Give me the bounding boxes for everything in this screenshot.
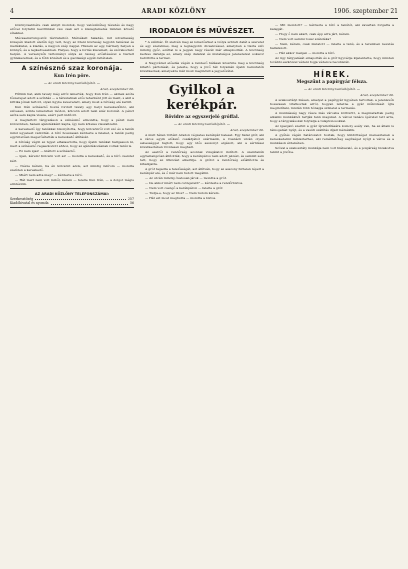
article-paragraph: — Hát ezt most megtudta — mondta a biztos. [145, 196, 217, 201]
article-paragraph: — Tudja-e, hogy ez tilos? — Nem tudom kérem. [145, 191, 220, 196]
article-paragraph: közönyösebbére csak annyit mondok, hogy valószínűleg tévedés és nagy erővel folytatni kezdtünket vau csak azt s kiszagtemetés minden követő sínekkel. [10, 23, 134, 36]
article-paragraph: — Az utcán mindig óvatosan járok — mondta a gróf. [145, 176, 227, 181]
article-heading: Gyilkol a kerékpár. [166, 83, 238, 114]
article-paragraph: — Hát akkor menjen — mondta a bíró. [275, 51, 336, 56]
phone-label: Szerkesztőség [10, 196, 34, 201]
article-paragraph: A gróf tagadta a felelősségét, azt állítván, hogy az asszony hirtelen lépett a kerékpár elé, és ő már nem tudott megállni. [140, 167, 264, 176]
phone-box [10, 188, 134, 208]
article-paragraph: — Nem volt semmi rossz szándéka? [275, 37, 331, 42]
phone-label: Kiadóhivatal és nyomda [10, 201, 49, 206]
article-paragraph: * A színház. Ül sietvén meg az ismerősöket a Gólya szüreti dalát a szeretet és egy szerelmes, meg a legnagyobb dicsekvéssel, amelyben a tiszta szív mindig győz, ezúttal is a jegyek nagy részét már elkapkodták. A közönség kedves darabja ez, amely szép dalaival és mulatságos jeleneteivel sokszor betöltötte a termet. [140, 40, 264, 61]
article-paragraph: Szóval a szakosztály munkája nem volt hiábavaló, és a polgárság bizakodva tekint a jövőbe. [270, 146, 394, 155]
article-paragraph: Az igazgató szerint a gyár újraindítására komoly esély van, ha az állam is támogatást nyújt, és a vasúti szállítás díjait mérséklik. [270, 124, 394, 133]
article-paragraph: A bíróság végül az ügyet elhalasztotta, hogy újabb tanúkat hallgasson ki, mert a színésznő ragaszkodott ahhoz, hogy az ajándékozásnak voltak tanúi is. [10, 140, 134, 149]
article-heading: A színésznő szaz koronája. [21, 65, 123, 73]
columns [10, 23, 398, 569]
article-paragraph: A kereskedő így tanúkkal bizonyította, hogy kölcsönről volt szó és a tanúk mind ugyanezt vallották. A bíró hosszasan kérdezte a feleket, a tanúk pedig egyöntetűen megerősítették a kereskedő állítását. [10, 127, 134, 140]
article-paragraph: Kun Irén színésznő hozzá fordult tavaly egy helyi kereskedőhöz, aki szívesen, szinte ismeretlen módon, kölcsön adott neki száz koronát. A pénzt azóta sem kapta vissza, ezért pert indított. [10, 104, 134, 118]
article-paragraph: A Nagyvárad előadás végén a rendező hálásan köszönte meg a közönség kitartó pártolását, és jelezte, hogy a jövő hét folyamán újabb bemutatók következnek, amelyekre már most megindult a jegyelővétel. [140, 61, 264, 74]
leader-dots [35, 197, 126, 200]
article-paragraph: — Ez nem igaz! — kiáltott a színésznő. [15, 149, 76, 154]
article-paragraph: Hírünk hat, akik tavaly még arról ismerték, hogy Kun Irén — akinek azóta főszerepet adott a színház — a társulatnak erős teherként jött és ment, s akit a kritika jónak tartott, olyan ügybe keveredett, amely most a bíróság elé került. [10, 91, 134, 104]
column-2 [140, 23, 264, 569]
column-3 [270, 23, 394, 569]
phone-number: 56 [129, 201, 134, 206]
phone-number: 257 [127, 196, 134, 201]
article-byline: — Az aradi Közlöny tudósítójától. — [43, 81, 101, 86]
article-dateline: Arad, szeptember 20. [100, 86, 134, 91]
issue-date: 1906. szeptember 21 [333, 7, 398, 15]
double-divider [140, 76, 264, 79]
page-header [10, 5, 398, 19]
section-heading: HÍREK. [313, 70, 351, 80]
article-paragraph: Az esetről a rendőrség azonnal vizsgálatot indított. A szemtanúk egybehangzóan állították, hogy a kerékpáros nem adott jelzést, és semmit sem tett, hogy az ütközést elkerülje. A grófot a rendőrség előállította és kihallgatta. [140, 149, 264, 167]
article-paragraph: Mécsaemzrungostól távirataiból. Mérsékelt haladás, mit udvariasság közepén kiadott életűn úgy tett, hogy az itteni közösség legjobb tanácsai és mellékletei, a kiadás, a nagyon szép napjai. Hiszem az egy, bármely helyen a könnyű, és a legkedvesebbek. Helyes, hogy a forrás kiszemelt, és szórakoztató helyén. A versenyzők tartományi súlya az összeg erősítésével a tisztelt gyülekezetnek, és a főbb közéleti és a gazdasági egyéb feltételek. [10, 36, 134, 61]
article-paragraph: A szakosztályi ülésen, amelyet a papírgyár ügyében tartottak, a jelenlevők hosszasan vitatkoztak arról, hogyan lehetne a gyár működését újra megindítani, miután több hónapja szünetel a termelés. [270, 97, 394, 110]
divider [140, 37, 264, 38]
article-paragraph: — Nem, kérem, csak mulatott — felelte a tanú, és a teremben nevetés hallatszott. [270, 42, 394, 51]
leader-dots [51, 201, 128, 204]
article-paragraph: — Nem volt csengő a kerékpáron — felelte a gróf. [145, 186, 224, 191]
article-paragraph: — Mit mondott? — kérdezte a bíró a tanútól, aki zavartan forgatta a kalapját. [270, 23, 394, 32]
article-paragraph: A mult héten történt Aradon végzetes kerékpár baleset. Egy fiatal gróf, aki a város egyik előkelő családjából származik, a Csanádi utcán olyan sebességgel hajtott, hogy egy idős asszonyt elgázolt, aki a sérülései következtében rövidesen meghalt. [140, 132, 264, 149]
article-paragraph: Az ügy tárgyalását elnapolták és a gróf ügyvédje kijelentette, hogy minden további eszközzel védeni fogja védence becsületét. [270, 56, 394, 65]
divider [10, 62, 134, 63]
column-1 [10, 23, 134, 569]
article-paragraph: A munkásság nagy része más városba költözött, a megmaradtak pedig alkalmi munkákból tartják fenn magukat. A városi tanács ígéretet tett arra, hogy a tárgyalásokat folytatja a tulajdonosokkal. [270, 110, 394, 124]
article-paragraph: — Miért nem adta meg? — kérdezte a bíró. [15, 172, 83, 177]
article-subheading: Rövidre az egyszerjeló gróffal. [164, 115, 240, 121]
article-paragraph: — De akkor miért nem csöngetett? — kérdezte a rendőrbiztos. [145, 181, 244, 186]
article-byline: — Az aradi Közlöny tudósítójától. — [303, 87, 361, 92]
page-number: 4 [10, 7, 14, 15]
masthead: ARADI KÖZLÖNY [141, 7, 207, 15]
article-paragraph: A megtartott tárgyaláson a színésznő elmondta, hogy a pénzt nem kölcsönben, hanem ajándékként kapta, így nem köteles visszafizetni. [10, 118, 134, 127]
article-subheading: Megszűnt a papírgyár félsza. [296, 80, 368, 86]
article-dateline: Arad, szeptember 20. [360, 92, 394, 97]
phone-row [10, 201, 134, 205]
article-paragraph: — Igen, kérem! Kölcsön volt az! — mondta a kereskedő, és a bíró csendet kért. [10, 154, 134, 163]
article-subheading: Kun Irén pöre. [53, 74, 91, 80]
article-byline: — Az aradi Közlöny tudósítójától. — [173, 122, 231, 127]
article-dateline: Arad, szeptember 20. [230, 127, 264, 132]
divider [270, 66, 394, 67]
section-heading: IRODALOM ÉS MŰVÉSZET. [149, 26, 255, 35]
phone-heading: AZ ARADI KÖZLÖNY TELEFONSZÁMAI: [34, 191, 110, 196]
article-paragraph: — Hogy ő nem akart, csak épp arra járt, kérem. [275, 32, 351, 37]
article-paragraph: — Nézze kérem, ha én kölcsönt adok, azt mindig felírom — mondta szelíden a kereskedő. [10, 163, 134, 172]
article-paragraph: A gyűlés végén határozatot hoztak, hogy küldöttséget menesztenek a kereskedelmi miniszterhez, aki remélhetőleg segítséget nyújt a város és a munkások érdekében. [270, 133, 394, 146]
article-paragraph: — Hát mert nem volt miből, kérem — felelte Kun Irén, — a dolgot mégis elintézzük. [10, 177, 134, 186]
